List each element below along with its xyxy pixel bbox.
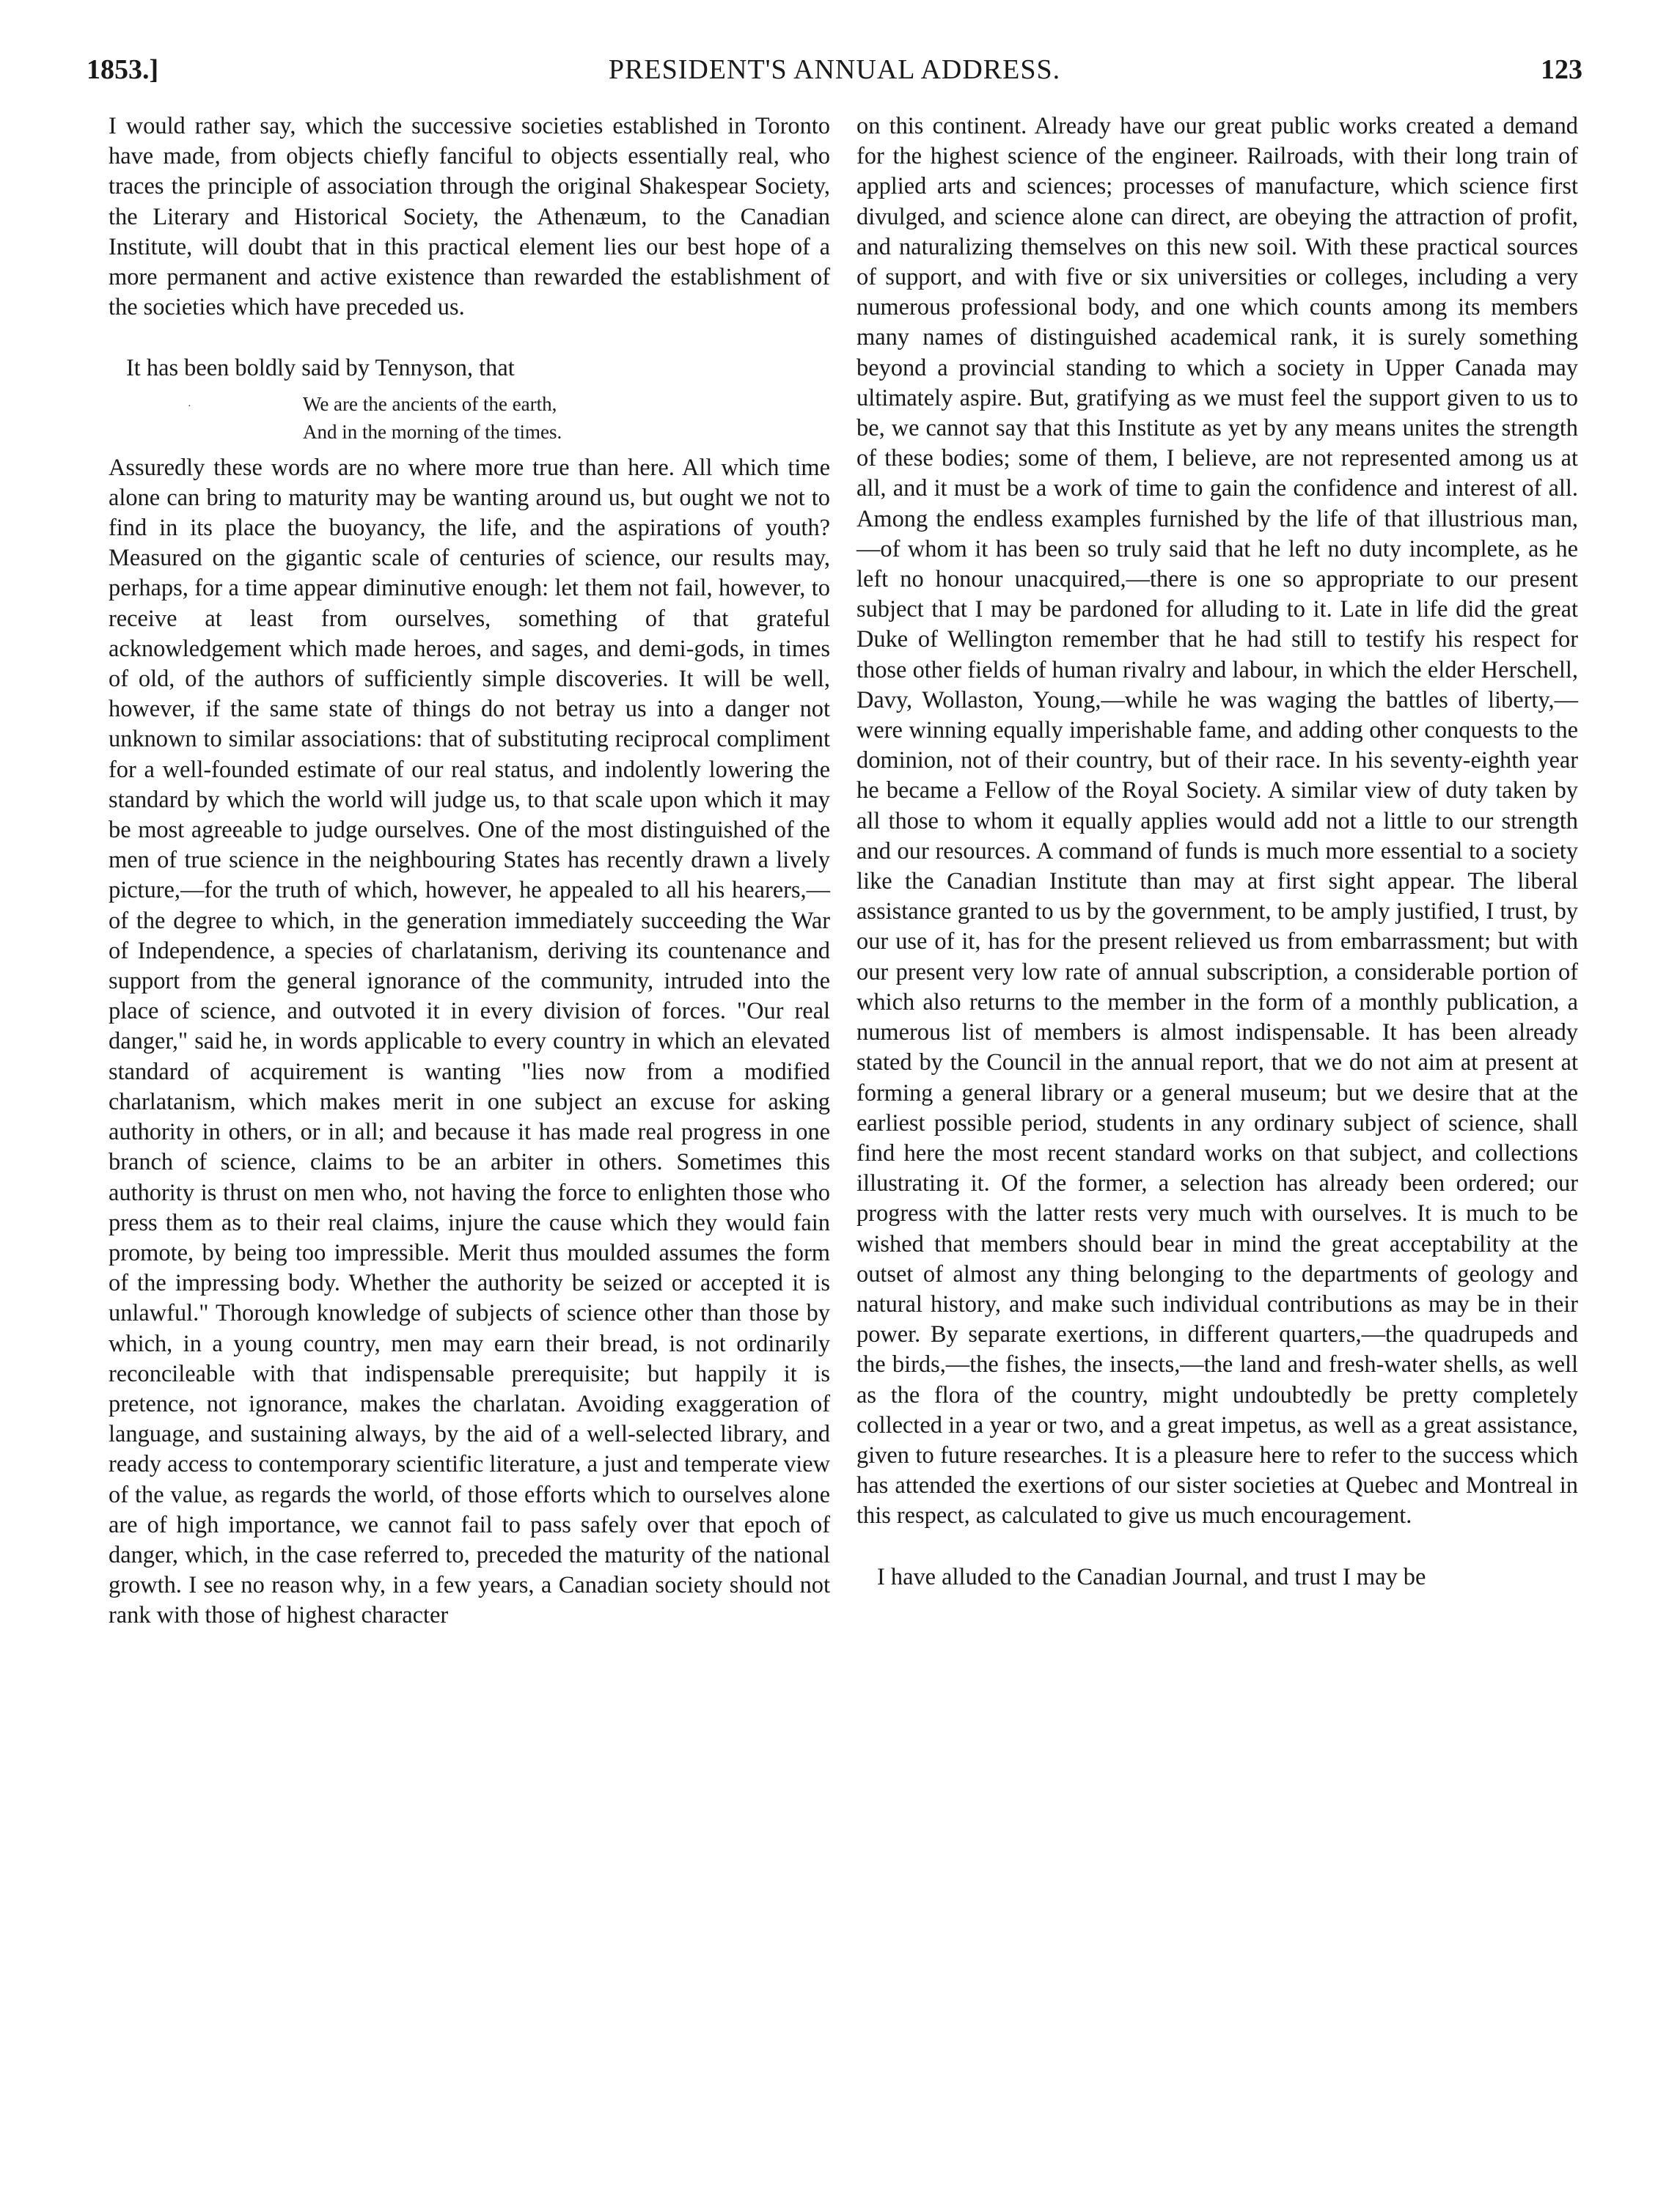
quote-mark: · bbox=[188, 400, 191, 412]
running-head-title: PRESIDENT'S ANNUAL ADDRESS. bbox=[608, 54, 1061, 85]
running-head-year: 1853.] bbox=[87, 54, 159, 85]
verse-line-2: And in the morning of the times. bbox=[303, 420, 562, 443]
right-column bbox=[856, 111, 1578, 1593]
left-paragraph-3: Assuredly these words are no where more true than here. All which time alone can bring to maturity may be wanting around us, but ought we not to find in its place the buoyancy, the life, and the aspirations of youth? Measured on the gigantic scale of centuries of science, our results may, perhaps, for a time appear diminutive enough: let them not fail, however, to receive at least from ourselves, something of that grateful acknowledgement which made heroes, and sages, and demi-gods, in times of old, of the authors of sufficiently simple discoveries. It will be well, however, if the same state of things do not betray us into a danger not unknown to similar associations: that of substituting reciprocal compliment for a well-founded estimate of our real status, and indolently lowering the standard by which the world will judge us, to that scale upon which it may be most agreeable to judge ourselves. One of the most distinguished of the men of true science in the neighbouring States has recently drawn a lively picture,—for the truth of which, however, he appealed to all his hearers,—of the degree to which, in the generation immediately succeeding the War of Independence, a species of charlatanism, deriving its countenance and support from the general ignorance of the community, intruded into the place of science, and outvoted it in every division of forces. "Our real danger," said he, in words applicable to every country in which an elevated standard of acquirement is wanting "lies now from a modified charlatanism, which makes merit in one subject an excuse for asking authority in others, or in all; and because it has made real progress in one branch of science, claims to be an arbiter in others. Sometimes this authority is thrust on men who, not having the force to enlighten those who press them as to their real claims, injure the cause which they would fain promote, by being too impressible. Merit thus moulded assumes the form of the impressing body. Whether the authority be seized or accepted it is unlawful." Thorough knowledge of subjects of science other than those by which, in a young country, men may earn their bread, is not ordinarily reconcileable with that indispensable prerequisite; but happily it is pretence, not ignorance, makes the charlatan. Avoiding exaggeration of language, and sustaining always, by the aid of a well-selected library, and ready access to contemporary scientific literature, a just and temperate view of the value, as regards the world, of those efforts which to ourselves alone are of high importance, we cannot fail to pass safely over that epoch of danger, which, in the case referred to, preceded the maturity of the national growth. I see no reason why, in a few years, a Canadian society should not rank with those of highest character bbox=[109, 454, 830, 1629]
left-paragraph-1: I would rather say, which the successive societies established in Toronto have made, from objects chiefly fanciful to objects essentially real, who traces the principle of association through the original Shakespear Society, the Literary and Historical Society, the Athenæum, to the Canadian Institute, will doubt that in this practical element lies our best hope of a more permanent and active existence than rewarded the establishment of the societies which have preceded us. bbox=[109, 113, 830, 321]
verse-line-1: We are the ancients of the earth, bbox=[303, 392, 557, 415]
left-column bbox=[109, 111, 830, 1631]
running-head bbox=[87, 51, 1582, 88]
right-paragraph-2: I have alluded to the Canadian Journal, and trust I may be bbox=[877, 1563, 1426, 1590]
page-number: 123 bbox=[1541, 54, 1582, 85]
right-paragraph-1: on this continent. Already have our great public works created a demand for the highest science of the engineer. Railroads, with their long train of applied arts and sciences; processes of manufacture, which science first divulged, and science alone can direct, are obeying the attraction of profit, and naturalizing themselves on this new soil. With these practical sources of support, and with five or six universities or colleges, including a very numerous professional body, and one which counts among its members many names of distinguished academical rank, it is surely something beyond a provincial standing to which a society in Upper Canada may ultimately aspire. But, gratifying as we must feel the support given to us to be, we cannot say that this Institute as yet by any means unites the strength of these bodies; some of them, I believe, are not represented among us at all, and it must be a work of time to gain the confidence and interest of all. Among the endless examples furnished by the life of that illustrious man, —of whom it has been so truly said that he left no duty incomplete, as he left no honour unacquired,—there is one so appropriate to our present subject that I may be pardoned for alluding to it. Late in life did the great Duke of Wellington remember that he had still to testify his respect for those other fields of human rivalry and labour, in which the elder Herschell, Davy, Wollaston, Young,—while he was waging the battles of liberty,—were winning equally imperishable fame, and adding other conquests to the dominion, not of their country, but of their race. In his seventy-eighth year he became a Fellow of the Royal Society. A similar view of duty taken by all those to whom it equally applies would add not a little to our strength and our resources. A command of funds is much more essential to a society like the Canadian Institute than may at first sight appear. The liberal assistance granted to us by the government, to be amply justified, I trust, by our use of it, has for the present relieved us from embarrassment; but with our present very low rate of annual subscription, a considerable portion of which also returns to the member in the form of a monthly publication, a numerous list of members is almost indispensable. It has been already stated by the Council in the annual report, that we do not aim at present at forming a general library or a general museum; but we desire that at the earliest possible period, students in any ordinary subject of science, shall find here the most recent standard works on that subject, and collections illustrating it. Of the former, a selection has already been ordered; our progress with the latter rests very much with ourselves. It is much to be wished that members should bear in mind the great acceptability at the outset of almost any thing belonging to the departments of geology and natural history, and make such individual contributions as may be in their power. By separate exertions, in different quarters,—the quadrupeds and the birds,—the fishes, the insects,—the land and fresh-water shells, as well as the flora of the country, might undoubtedly be pretty completely collected in a year or two, and a great impetus, as well as a great assistance, given to future researches. It is a pleasure here to refer to the success which has attended the exertions of our sister societies at Quebec and Montreal in this respect, as calculated to give us much encouragement. bbox=[856, 113, 1578, 1529]
verse-quotation bbox=[109, 390, 830, 446]
left-paragraph-2: It has been boldly said by Tennyson, that bbox=[126, 355, 515, 382]
